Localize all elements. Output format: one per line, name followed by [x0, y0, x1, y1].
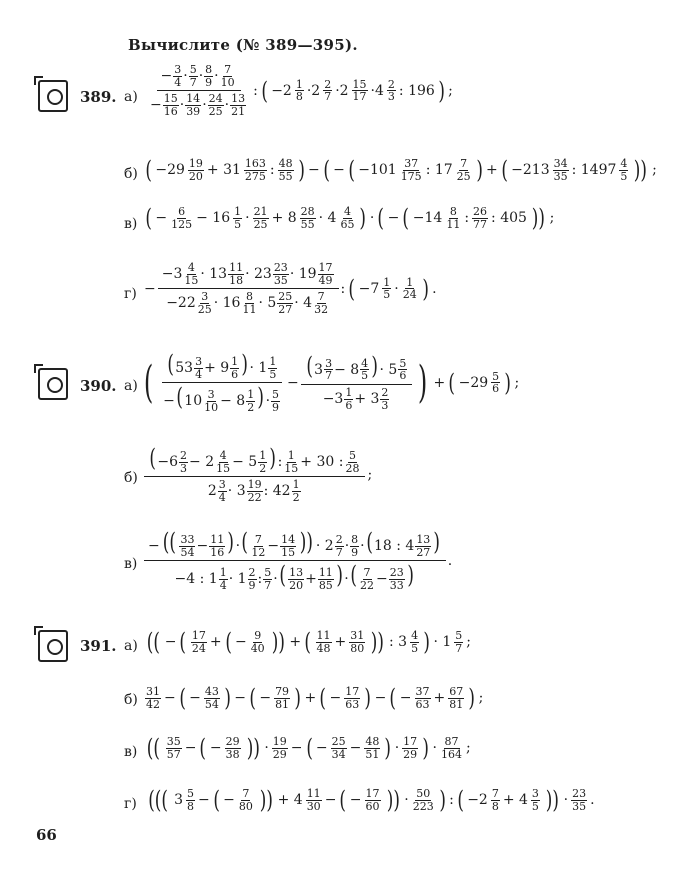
- expression-389v: ( − 6 125 − 16 1 5 · 21 25 + 8 28 55 · 4 4 65 ) · ( − ( −14 8 11 : 26 77 : 405 )) ;: [145, 204, 555, 233]
- problem-number-390: 390.: [80, 377, 117, 395]
- part-label-391v: в): [124, 744, 138, 760]
- expression-389g: − −3 $\frac{4}{15}$ · 13 $\frac{11}{18}$ · 23 $\frac{23}{35}$ · 19 $\frac{17}{49}$ −22 $\frac{3}{25}$ · 16 $\frac{8}{11}$ · 5 $\frac{25}{27}$ · 4 $\frac{7}{32}$ : ( −7 1 5 · 1 24 ) .: [144, 261, 437, 316]
- part-label-391g: г): [124, 796, 137, 812]
- expression-390b: (−6 $\frac{2}{3}$ − 2 $\frac{4}{15}$ − 5 $\frac{1}{2}$ ): $\frac{1}{15}$ + 30 : $\frac{5}{28}$ 2 $\frac{3}{4}$ · 3 $\frac{19}{22}$ : 42 $\frac{1}{2}$ ;: [144, 446, 372, 503]
- expression-391a: (( − ( 17 24 + ( − 9 40 )) + ( 11 48 + 31 80 )) : 3 4 5 ) · 1 5 7 ;: [146, 628, 471, 657]
- expression-391v: (( 35 57 − ( − 29 38 )) · 19 29 − ( − 25 34 − 48 51 ) · 17 29 ) · 87 164 ;: [146, 734, 471, 763]
- expression-391b: 31 42 − ( − 43 54 ) − ( − 79 81 ) + ( − 17 63 ) − ( − 37 63 + 67 81 ) ;: [146, 684, 484, 713]
- expression-389a: − $\frac{3}{4}$ · $\frac{5}{7}$ · $\frac{8}{9}$ · $\frac{7}{10}$ − $\frac{15}{16}$ · $\frac{14}{39}$ · $\frac{24}{25}$ · $\frac{13}{21}$ : ( −2 1 8 ·2 2 7 ·2 15 17 ·4 2 3 : 196 ) ;: [150, 63, 453, 118]
- problem-number-391: 391.: [80, 637, 117, 655]
- part-label-389b: б): [124, 166, 138, 182]
- page-number: 66: [36, 826, 57, 844]
- part-label-389g: г): [124, 286, 137, 302]
- part-label-391a: а): [124, 638, 138, 654]
- expression-391g: ((( 3 5 8 − ( − 7 80 )) + 4 11 30 − ( − 17 60 )) · 50 223 ) : ( −2 7 8 + 4 3 5 )) · 23 35 .: [148, 786, 595, 815]
- expression-390v: − (( $\frac{33}{54}$ − $\frac{11}{16}$ )·( $\frac{7}{12}$ − $\frac{14}{15}$ )) · 2 $\frac{2}{7}$ · $\frac{8}{9}$ ·(18 : 4 $\frac{13}{27}$ ) −4 : 1 $\frac{1}{4}$ · 1 $\frac{2}{9}$ : $\frac{5}{7}$ ·( $\frac{13}{20}$ + $\frac{11}{85}$ )·( $\frac{7}{22}$ − $\frac{23}{33}$ ) .: [144, 530, 452, 591]
- problem-number-389: 389.: [80, 88, 117, 106]
- part-label-389a: а): [124, 89, 138, 105]
- expression-389b: ( −29 19 20 + 31 163 275 : 48 55 ) − ( − ( −101 37 175 : 17 7 25 ) + ( −213 34 35 : 1497 4 5 )) ;: [145, 156, 657, 185]
- oral-exercise-icon: [38, 368, 68, 400]
- part-label-391b: б): [124, 692, 138, 708]
- expression-390a: ( (53 $\frac{3}{4}$ + 9 $\frac{1}{6}$ )· 1 $\frac{1}{5}$ −(10 $\frac{3}{10}$ − 8 $\frac{1}{2}$ )· $\frac{5}{9}$ − (3 $\frac{3}{7}$ − 8 $\frac{4}{5}$ )· 5 $\frac{5}{6}$ −3 $\frac{1}{6}$ + 3 $\frac{2}{3}$ ) + ( −29 5 6 ) ;: [143, 350, 520, 414]
- oral-exercise-icon: [38, 630, 68, 662]
- part-label-390v: в): [124, 556, 138, 572]
- part-label-389v: в): [124, 216, 138, 232]
- part-label-390b: б): [124, 470, 138, 486]
- section-heading: Вычислите (№ 389—395).: [128, 36, 358, 54]
- oral-exercise-icon: [38, 80, 68, 112]
- part-label-390a: а): [124, 378, 138, 394]
